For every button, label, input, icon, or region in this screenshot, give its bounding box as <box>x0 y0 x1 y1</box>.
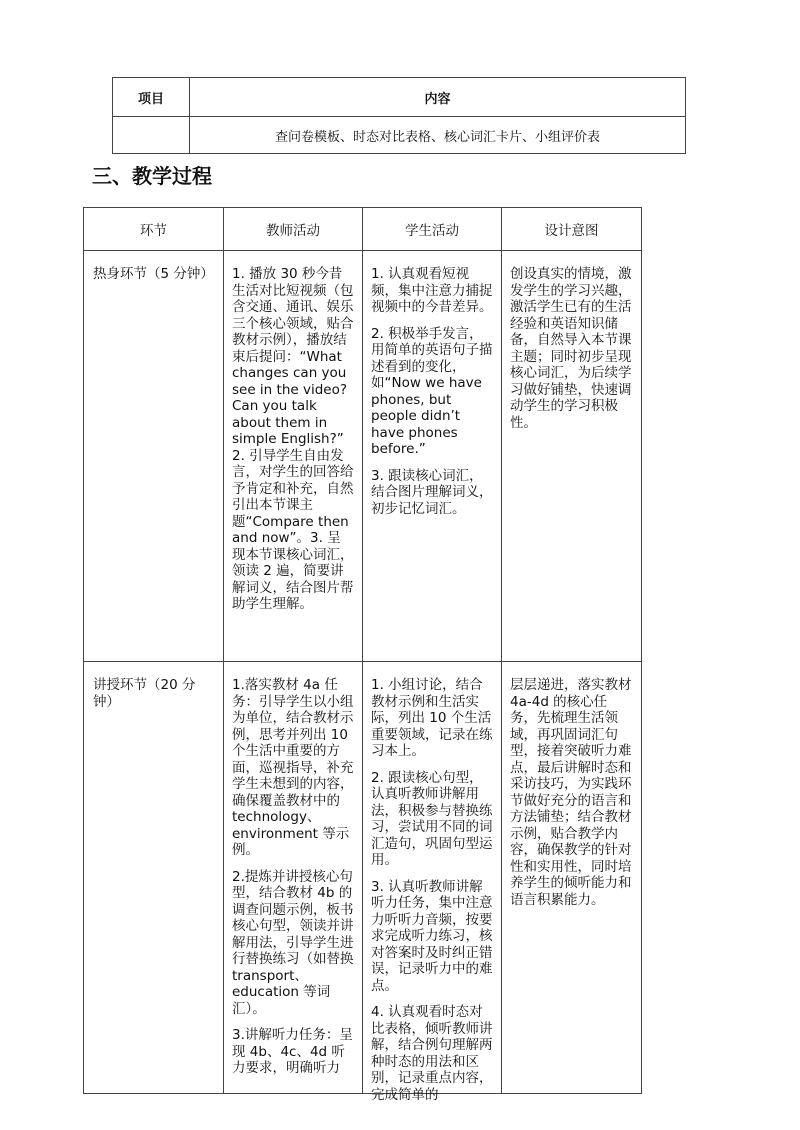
stage-cell <box>84 251 224 662</box>
design-intent-text: 层层递进，落实教材 4a-4d 的核心任务，先梳理生活领域，再巩固词汇句型，接着突破听力难点，最后讲解时态和采访技巧，为实践环节做好充分的语言和方法铺垫；结合教材示例，贴合教学内容，确保教学的针对性和实用性，同时培养学生的倾听能力和语言积累能力。 <box>510 677 632 908</box>
resources-content-cell: 查问卷模板、时态对比表格、核心词汇卡片、小组评价表 <box>190 117 686 154</box>
design-intent-text: 创设真实的情境，激发学生的学习兴趣，激活学生已有的生活经验和英语知识储备，自然导入本节课主题；同时初步呈现核心词汇，为后续学习做好铺垫，快速调动学生的学习积极性。 <box>510 266 632 431</box>
resources-item-cell <box>113 117 190 154</box>
teacher-step: 2. 引导学生自由发言，对学生的回答给予肯定和补充，自然引出本节课主题“Compare then and now”。3. 呈现本节课核心词汇，领读 2 遍，简要讲解词义，结合图片帮助学生理解。 <box>232 447 354 612</box>
table-row <box>84 251 642 662</box>
design-intent-cell <box>502 662 642 1094</box>
teacher-activity-cell <box>224 251 363 662</box>
student-step: 3. 认真听教师讲解听力任务，集中注意力听听力音频，按要求完成听力练习，核对答案时及时纠正错误，记录听力中的难点。 <box>371 878 493 994</box>
design-intent-cell <box>502 251 642 662</box>
stage-label: 热身环节（5 分钟） <box>93 266 214 282</box>
table-row <box>84 662 642 1094</box>
header-stage: 环节 <box>84 208 224 251</box>
student-step: 4. 认真观看时态对比表格，倾听教师讲解，结合例句理解两种时态的用法和区别，记录重点内容，完成简单的 <box>371 1004 493 1103</box>
teacher-step: 1.落实教材 4a 任务：引导学生以小组为单位，结合教材示例，思考并列出 10 个生活中重要的方面，巡视指导，补充学生未想到的内容，确保覆盖教材中的 technology、environment 等示例。 <box>232 677 354 858</box>
student-activity-cell <box>363 251 502 662</box>
teaching-process-table <box>83 207 642 1103</box>
teacher-step: 2.提炼并讲授核心句型，结合教材 4b 的调查问题示例，板书核心句型，领读并讲解用法，引导学生进行替换练习（如替换 transport、education 等词汇）。 <box>232 868 354 1017</box>
student-step: 3. 跟读核心词汇，结合图片理解词义，初步记忆词汇。 <box>371 467 493 517</box>
teacher-step: 1. 播放 30 秒今昔生活对比短视频（包含交通、通讯、娱乐三个核心领域，贴合教材示例），播放结束后提问：“What changes can you see in the video? Can you talk about them in simple English?” <box>232 266 354 447</box>
stage-cell <box>84 662 224 1094</box>
student-activity-cell <box>363 662 502 1103</box>
teacher-step: 3.讲解听力任务：呈现 4b、4c、4d 听力要求，明确听力 <box>232 1027 353 1076</box>
student-step: 2. 积极举手发言，用简单的英语句子描述看到的变化，如“Now we have phones, but people didn’t have phones before.” <box>371 325 493 457</box>
student-step: 2. 跟读核心句型，认真听教师讲解用法，积极参与替换练习，尝试用不同的词汇造句，巩固句型运用。 <box>371 769 493 868</box>
section-title: 三、教学过程 <box>92 164 212 188</box>
header-student-activity: 学生活动 <box>363 208 502 251</box>
header-content: 内容 <box>190 78 686 117</box>
student-step: 1. 小组讨论，结合教材示例和生活实际，列出 10 个生活重要领域，记录在练习本上。 <box>371 677 493 759</box>
header-item: 项目 <box>113 78 190 117</box>
header-teacher-activity: 教师活动 <box>224 208 363 251</box>
student-step: 1. 认真观看短视频，集中注意力捕捉视频中的今昔差异。 <box>371 266 493 315</box>
header-design-intent: 设计意图 <box>502 208 642 251</box>
resources-table <box>112 77 686 154</box>
stage-label-line: 讲授环节（20 分 <box>93 677 196 693</box>
teacher-activity-cell <box>224 662 363 1094</box>
stage-label-line: 钟） <box>93 693 120 710</box>
